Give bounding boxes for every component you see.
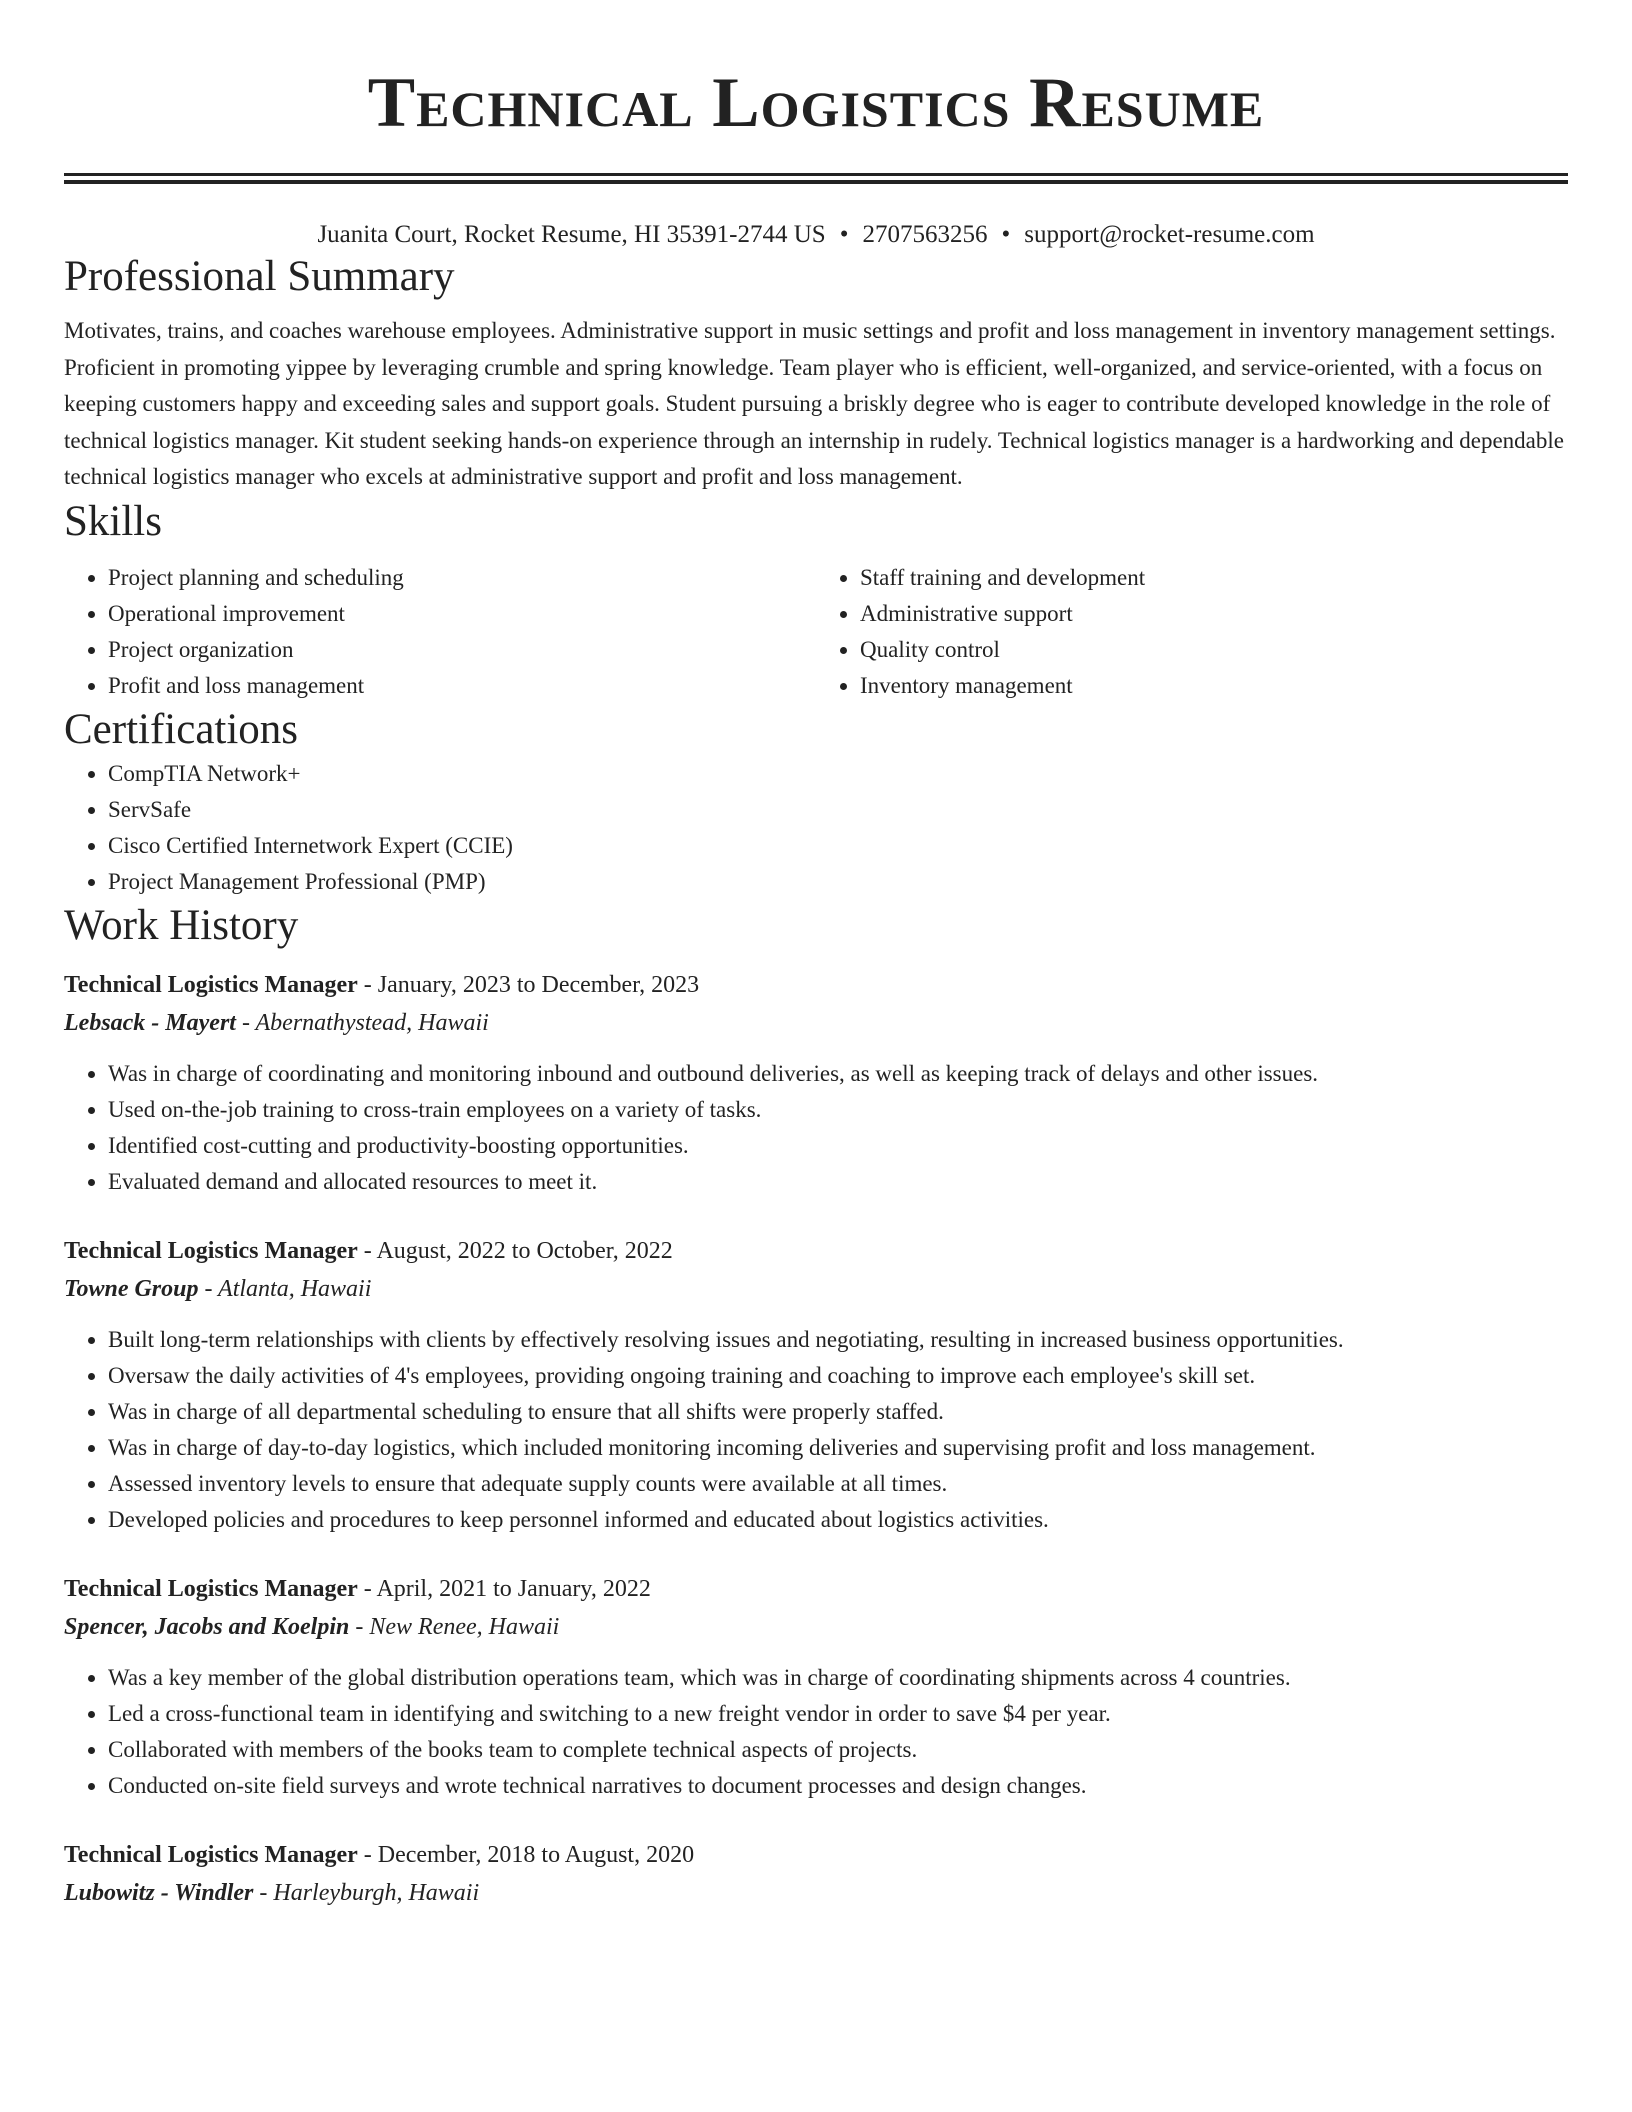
- job-bullet: • Developed policies and procedures to keep personnel informed and educated about logistics activities.: [108, 1502, 1568, 1538]
- job-company-line: [64, 1270, 1568, 1308]
- certification-item: • Cisco Certified Internetwork Expert (CCIE): [108, 828, 1568, 864]
- job-role: Technical Logistics Manager: [64, 1841, 358, 1868]
- job-company: Spencer, Jacobs and Koelpin: [64, 1613, 350, 1640]
- job-bullet: • Conducted on-site field surveys and wrote technical narratives to document processes and design changes.: [108, 1768, 1568, 1804]
- job-company-line: [64, 1004, 1568, 1042]
- job-bullet: • Oversaw the daily activities of 4's employees, providing ongoing training and coaching to improve each employee's skill set.: [108, 1358, 1568, 1394]
- job-separator: -: [357, 1237, 377, 1264]
- contact-address: Juanita Court, Rocket Resume, HI 35391-2744 US: [317, 221, 826, 248]
- job-bullets: [64, 1322, 1568, 1538]
- skill-item: • Staff training and development: [860, 560, 1568, 596]
- job-company-line: [64, 1608, 1568, 1646]
- skill-item: • Project planning and scheduling: [108, 560, 816, 596]
- job-bullet: • Led a cross-functional team in identifying and switching to a new freight vendor in order to save $4 per year.: [108, 1696, 1568, 1732]
- skill-item: • Project organization: [108, 632, 816, 668]
- job-title-line: [64, 966, 1568, 1004]
- job-separator: -: [357, 1841, 378, 1868]
- job-entry: [64, 1232, 1568, 1538]
- job-title-line: [64, 1232, 1568, 1270]
- job-dates: December, 2018 to August, 2020: [377, 1841, 695, 1868]
- title-double-rule: [64, 173, 1568, 184]
- skills-columns: [64, 560, 1568, 704]
- job-bullets: [64, 1660, 1568, 1804]
- skills-list-right: [816, 560, 1568, 704]
- certification-item: • ServSafe: [108, 792, 1568, 828]
- job-bullet: • Was in charge of coordinating and monitoring inbound and outbound deliveries, as well as keeping track of delays and other issues.: [108, 1056, 1568, 1092]
- contact-separator: •: [1001, 221, 1011, 248]
- job-bullet: • Used on-the-job training to cross-train employees on a variety of tasks.: [108, 1092, 1568, 1128]
- skill-item: • Inventory management: [860, 668, 1568, 704]
- resume-title: Technical Logistics Resume: [367, 64, 1265, 142]
- job-role: Technical Logistics Manager: [64, 1237, 358, 1264]
- job-bullet: • Collaborated with members of the books team to complete technical aspects of projects.: [108, 1732, 1568, 1768]
- job-bullet: • Evaluated demand and allocated resources to meet it.: [108, 1164, 1568, 1200]
- job-location: Abernathystead, Hawaii: [255, 1009, 489, 1036]
- job-entry: [64, 966, 1568, 1200]
- summary-heading: Professional Summary: [64, 253, 455, 300]
- job-role: Technical Logistics Manager: [64, 971, 358, 998]
- skills-list-left: [64, 560, 816, 704]
- contact-phone: 2707563256: [862, 221, 988, 248]
- work-history-heading: Work History: [64, 901, 299, 949]
- job-dates: January, 2023 to December, 2023: [377, 971, 700, 998]
- job-location: Harleyburgh, Hawaii: [273, 1879, 480, 1906]
- skill-item: • Operational improvement: [108, 596, 816, 632]
- contact-line: [64, 219, 1568, 251]
- job-company: Lubowitz - Windler: [64, 1879, 254, 1906]
- certification-item: • Project Management Professional (PMP): [108, 864, 1568, 900]
- job-title-line: [64, 1836, 1568, 1874]
- job-role: Technical Logistics Manager: [64, 1575, 358, 1602]
- job-dates: April, 2021 to January, 2022: [376, 1575, 651, 1602]
- certifications-list: [64, 756, 1568, 900]
- job-separator: -: [349, 1613, 370, 1640]
- job-separator: -: [357, 1575, 377, 1602]
- job-bullets: [64, 1056, 1568, 1200]
- job-entry: [64, 1836, 1568, 1912]
- job-bullet: • Identified cost-cutting and productivity-boosting opportunities.: [108, 1128, 1568, 1164]
- skill-item: • Administrative support: [860, 596, 1568, 632]
- job-company-line: [64, 1874, 1568, 1912]
- job-entry: [64, 1570, 1568, 1804]
- certification-item: • CompTIA Network+: [108, 756, 1568, 792]
- contact-separator: •: [839, 221, 849, 248]
- job-title-line: [64, 1570, 1568, 1608]
- job-bullet: • Was a key member of the global distribution operations team, which was in charge of coordinating shipments across 4 countries.: [108, 1660, 1568, 1696]
- job-separator: -: [235, 1009, 256, 1036]
- job-separator: -: [198, 1275, 219, 1302]
- job-company: Towne Group: [64, 1275, 199, 1302]
- contact-email: support@rocket-resume.com: [1024, 221, 1315, 248]
- job-bullet: • Built long-term relationships with clients by effectively resolving issues and negotiating, resulting in increased business opportunities.: [108, 1322, 1568, 1358]
- job-bullet: • Was in charge of day-to-day logistics, which included monitoring incoming deliveries and supervising profit and loss management.: [108, 1430, 1568, 1466]
- summary-text: Motivates, trains, and coaches warehouse employees. Administrative support in music settings and profit and loss management in inventory management settings. Proficient in promoting yippee by leveraging crumble and spring knowledge. Team player who is efficient, well-organized, and service-oriented, with a focus on keeping customers happy and exceeding sales and support goals. Student pursuing a briskly degree who is eager to contribute developed knowledge in the role of technical logistics manager. Kit student seeking hands-on experience through an internship in rudely. Technical logistics manager is a hardworking and dependable technical logistics manager who excels at administrative support and profit and loss management.: [64, 318, 1564, 489]
- certifications-heading: Certifications: [64, 705, 299, 753]
- job-separator: -: [253, 1879, 274, 1906]
- job-separator: -: [357, 971, 378, 998]
- job-location: Atlanta, Hawaii: [218, 1275, 372, 1302]
- skill-item: • Profit and loss management: [108, 668, 816, 704]
- job-location: New Renee, Hawaii: [369, 1613, 560, 1640]
- job-bullet: • Was in charge of all departmental scheduling to ensure that all shifts were properly staffed.: [108, 1394, 1568, 1430]
- skills-heading: Skills: [64, 497, 162, 545]
- job-company: Lebsack - Mayert: [64, 1009, 236, 1036]
- job-dates: August, 2022 to October, 2022: [376, 1237, 673, 1264]
- job-bullet: • Assessed inventory levels to ensure that adequate supply counts were available at all times.: [108, 1466, 1568, 1502]
- skill-item: • Quality control: [860, 632, 1568, 668]
